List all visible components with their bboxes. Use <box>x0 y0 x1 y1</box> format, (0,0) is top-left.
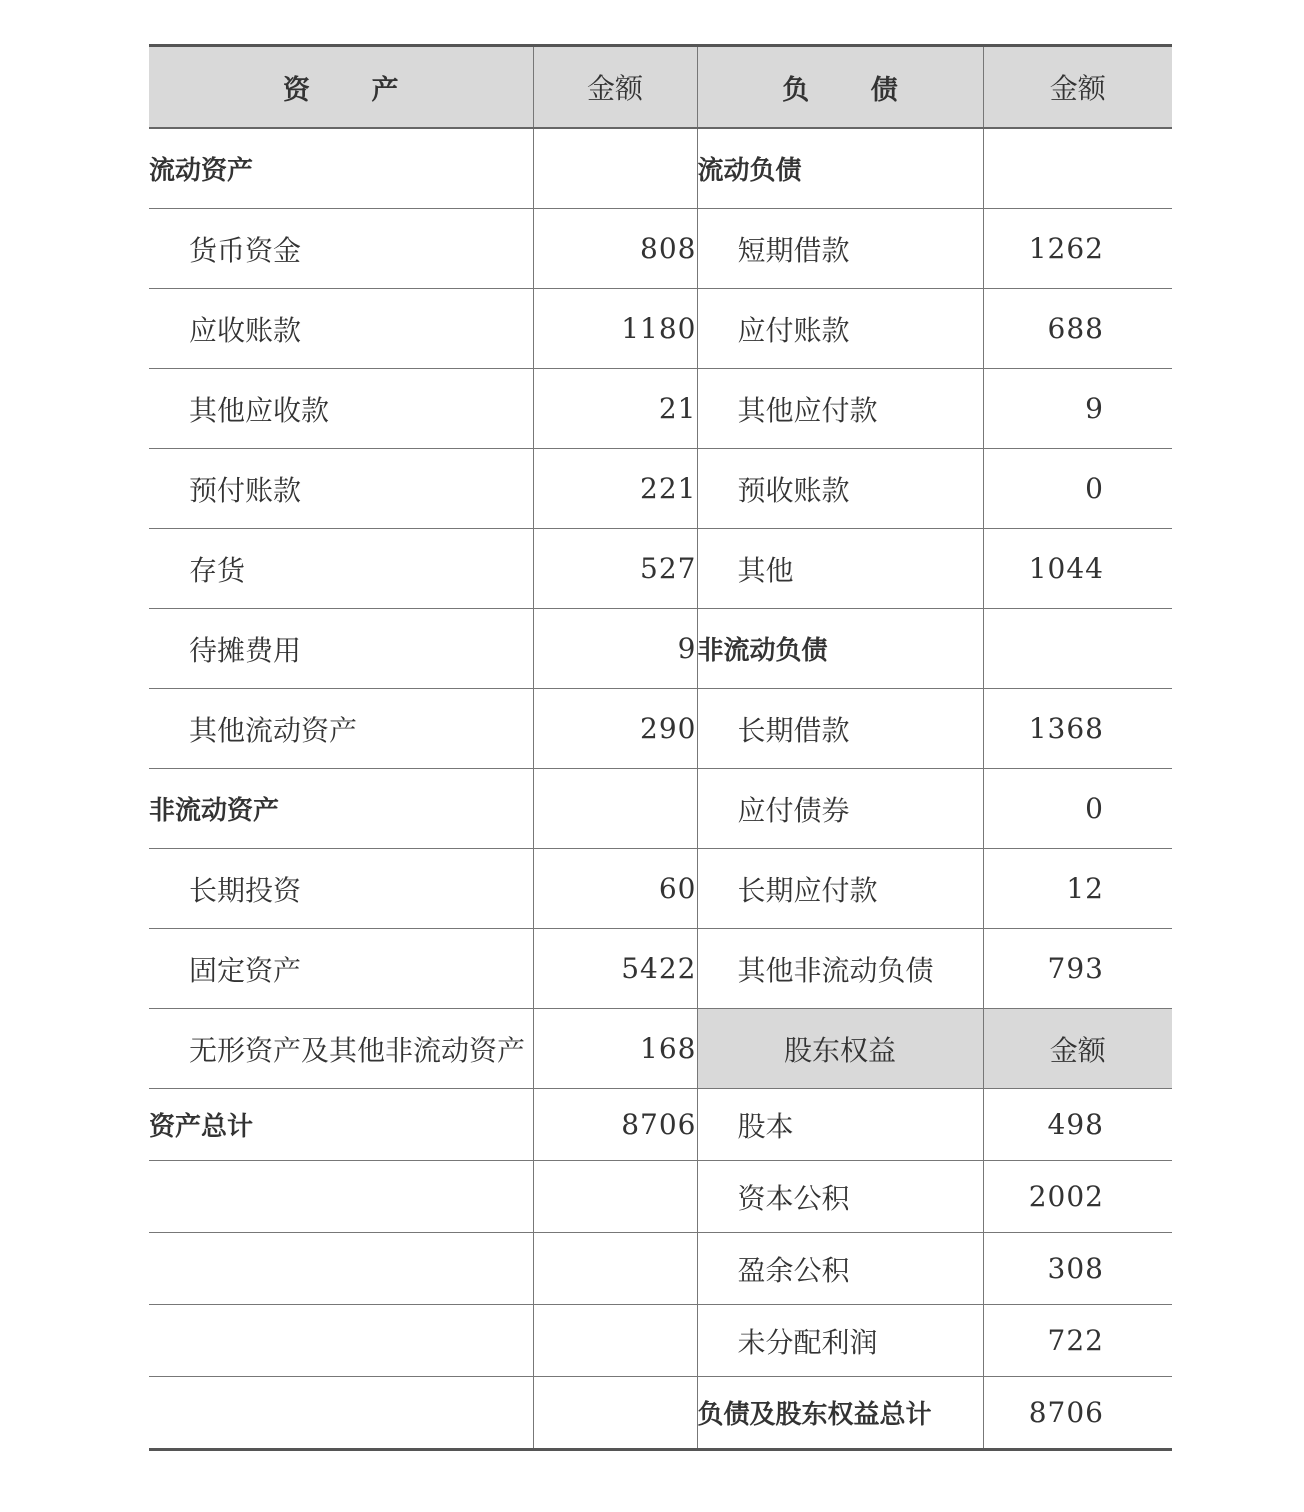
table-row <box>149 529 1172 609</box>
liability-label: 短期借款 <box>697 209 983 289</box>
asset-value: 9 <box>533 609 697 689</box>
table-row <box>149 449 1172 529</box>
asset-label: 待摊费用 <box>149 609 533 689</box>
liability-value: 12 <box>983 849 1172 929</box>
liability-label: 其他应付款 <box>697 369 983 449</box>
asset-label: 货币资金 <box>149 209 533 289</box>
equity-value: 308 <box>983 1233 1172 1305</box>
table-row <box>149 689 1172 769</box>
liability-label: 其他 <box>697 529 983 609</box>
asset-value <box>533 1161 697 1233</box>
asset-label: 预付账款 <box>149 449 533 529</box>
header-liabilities: 负 债 <box>697 46 983 129</box>
asset-value <box>533 1305 697 1377</box>
table-row <box>149 929 1172 1009</box>
equity-value: 2002 <box>983 1161 1172 1233</box>
total-liabilities-equity-label: 负债及股东权益总计 <box>697 1377 983 1450</box>
table-row <box>149 769 1172 849</box>
equity-label: 未分配利润 <box>697 1305 983 1377</box>
asset-value <box>533 769 697 849</box>
table-row <box>149 1377 1172 1450</box>
table-row <box>149 1233 1172 1305</box>
header-assets-amount: 金额 <box>533 46 697 129</box>
liability-value <box>983 609 1172 689</box>
balance-sheet-table <box>149 44 1172 1451</box>
table-row <box>149 369 1172 449</box>
asset-value: 168 <box>533 1009 697 1089</box>
total-liabilities-equity-value: 8706 <box>983 1377 1172 1450</box>
total-assets-value: 8706 <box>533 1089 697 1161</box>
liability-label: 长期借款 <box>697 689 983 769</box>
asset-label: 存货 <box>149 529 533 609</box>
liability-label: 应付账款 <box>697 289 983 369</box>
asset-value: 21 <box>533 369 697 449</box>
asset-label: 固定资产 <box>149 929 533 1009</box>
asset-label: 其他应收款 <box>149 369 533 449</box>
section-noncurrent-assets: 非流动资产 <box>149 769 533 849</box>
asset-value: 221 <box>533 449 697 529</box>
table-row <box>149 609 1172 689</box>
equity-value: 722 <box>983 1305 1172 1377</box>
table-row <box>149 1161 1172 1233</box>
asset-value: 1180 <box>533 289 697 369</box>
equity-label: 盈余公积 <box>697 1233 983 1305</box>
asset-label: 长期投资 <box>149 849 533 929</box>
liability-value <box>983 128 1172 209</box>
asset-value: 527 <box>533 529 697 609</box>
header-liabilities-amount: 金额 <box>983 46 1172 129</box>
liability-value: 1044 <box>983 529 1172 609</box>
asset-label: 其他流动资产 <box>149 689 533 769</box>
table-row <box>149 849 1172 929</box>
liability-value: 0 <box>983 769 1172 849</box>
table-row <box>149 128 1172 209</box>
liability-value: 793 <box>983 929 1172 1009</box>
equity-label: 资本公积 <box>697 1161 983 1233</box>
section-current-assets: 流动资产 <box>149 128 533 209</box>
table-row <box>149 1305 1172 1377</box>
asset-value <box>533 128 697 209</box>
liability-value: 1262 <box>983 209 1172 289</box>
asset-value: 5422 <box>533 929 697 1009</box>
asset-label <box>149 1233 533 1305</box>
table-row <box>149 289 1172 369</box>
asset-label <box>149 1377 533 1450</box>
total-assets-label: 资产总计 <box>149 1089 533 1161</box>
section-current-liabilities: 流动负债 <box>697 128 983 209</box>
asset-value: 290 <box>533 689 697 769</box>
header-assets: 资 产 <box>149 46 533 129</box>
liability-label: 应付债券 <box>697 769 983 849</box>
asset-value: 60 <box>533 849 697 929</box>
table-row <box>149 1089 1172 1161</box>
equity-label: 股本 <box>697 1089 983 1161</box>
liability-label: 其他非流动负债 <box>697 929 983 1009</box>
section-noncurrent-liabilities: 非流动负债 <box>697 609 983 689</box>
header-equity-amount: 金额 <box>983 1009 1172 1089</box>
asset-label <box>149 1161 533 1233</box>
header-equity: 股东权益 <box>697 1009 983 1089</box>
table-row <box>149 1009 1172 1089</box>
liability-value: 688 <box>983 289 1172 369</box>
asset-value <box>533 1377 697 1450</box>
asset-label <box>149 1305 533 1377</box>
equity-value: 498 <box>983 1089 1172 1161</box>
table-row <box>149 209 1172 289</box>
liability-label: 长期应付款 <box>697 849 983 929</box>
liability-value: 1368 <box>983 689 1172 769</box>
table-header-row <box>149 46 1172 129</box>
asset-value <box>533 1233 697 1305</box>
liability-value: 9 <box>983 369 1172 449</box>
asset-value: 808 <box>533 209 697 289</box>
asset-label: 应收账款 <box>149 289 533 369</box>
liability-value: 0 <box>983 449 1172 529</box>
liability-label: 预收账款 <box>697 449 983 529</box>
asset-label: 无形资产及其他非流动资产 <box>149 1009 533 1089</box>
